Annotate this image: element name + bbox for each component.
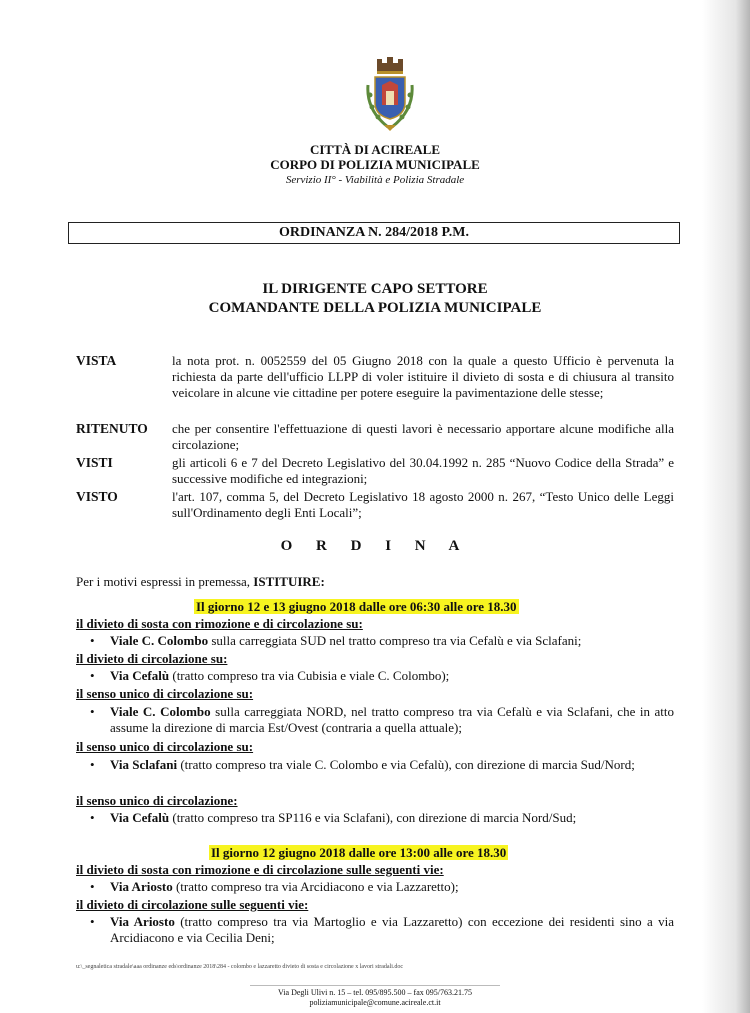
ordina-heading: O R D I N A bbox=[280, 538, 470, 554]
crown-icon bbox=[377, 57, 403, 74]
premise-label: VISTO bbox=[76, 489, 118, 504]
item-text: (tratto compreso tra via Arcidiacono e via Lazzaretto); bbox=[172, 879, 459, 894]
file-path-footnote: u:\_segnaletica stradale\aaa ordinanze eds\ordinanze 2018\284 - colombo e lazzaretto divieto di sosta e circolazione x lavori stradali.doc bbox=[76, 964, 404, 970]
intro-bold: ISTITUIRE: bbox=[253, 574, 325, 589]
bullet-icon: • bbox=[90, 914, 95, 929]
footer-address: Via Degli Ulivi n. 15 – tel. 095/895.500 – fax 095/763.21.75 bbox=[278, 988, 472, 997]
street-name: Via Cefalù bbox=[110, 668, 170, 683]
premise-label: RITENUTO bbox=[76, 421, 148, 436]
list-item bbox=[90, 810, 674, 826]
list-item bbox=[90, 668, 674, 684]
authority-line-1: IL DIRIGENTE CAPO SETTORE bbox=[262, 281, 488, 297]
street-name: Viale C. Colombo bbox=[110, 633, 209, 648]
street-name: Via Cefalù bbox=[110, 810, 170, 825]
bullet-icon: • bbox=[90, 633, 95, 648]
street-name: Via Ariosto bbox=[110, 879, 173, 894]
ordinance-title: ORDINANZA N. 284/2018 P.M. bbox=[68, 222, 680, 244]
intro-line bbox=[76, 574, 325, 590]
authority-line-2: COMANDANTE DELLA POLIZIA MUNICIPALE bbox=[208, 300, 542, 316]
footer-email: poliziamunicipale@comune.acireale.ct.it bbox=[309, 998, 441, 1007]
section-heading: il divieto di circolazione su: bbox=[76, 651, 228, 666]
bullet-icon: • bbox=[90, 668, 95, 683]
street-name: Via Ariosto bbox=[110, 914, 175, 929]
section-heading: il divieto di sosta con rimozione e di circolazione sulle seguenti vie: bbox=[76, 862, 444, 877]
period-2-highlight: Il giorno 12 giugno 2018 dalle ore 13:00 alle ore 18.30 bbox=[211, 845, 507, 860]
premise-text: che per consentire l'effettuazione di questi lavori è necessario apportare alcune modifiche alla circolazione; bbox=[172, 421, 674, 452]
list-item bbox=[90, 757, 674, 773]
item-text: (tratto compreso tra SP116 e via Sclafani), con direzione di marcia Nord/Sud; bbox=[169, 810, 577, 825]
item-text: (tratto compreso tra via Cubisia e viale C. Colombo); bbox=[169, 668, 450, 683]
premise-label: VISTI bbox=[76, 455, 113, 470]
item-text: (tratto compreso tra via Martoglio e via Lazzaretto) con eccezione dei residenti sino a via Arcidiacono e via Cecilia Deni; bbox=[110, 914, 674, 945]
premise-text: gli articoli 6 e 7 del Decreto Legislativo del 30.04.1992 n. 285 “Nuovo Codice della Strada” e successive modifiche ed integrazioni; bbox=[172, 455, 674, 486]
section-heading: il senso unico di circolazione: bbox=[76, 793, 238, 808]
street-name: Via Sclafani bbox=[110, 757, 178, 772]
item-text: sulla carreggiata SUD nel tratto compreso tra via Cefalù e via Sclafani; bbox=[208, 633, 582, 648]
street-name: Viale C. Colombo bbox=[110, 704, 211, 719]
premise-text: la nota prot. n. 0052559 del 05 Giugno 2018 con la quale a questo Ufficio è pervenuta la richiesta da parte dell'ufficio LLPP di voler istituire il divieto di sosta e di chiusura al transito veicolare in alcune vie cittadine per potere eseguire la pavimentazione delle stesse; bbox=[172, 353, 674, 400]
section-heading: il senso unico di circolazione su: bbox=[76, 686, 254, 701]
city-crest-emblem bbox=[362, 55, 418, 137]
section-heading: il senso unico di circolazione su: bbox=[76, 739, 254, 754]
bullet-icon: • bbox=[90, 879, 95, 894]
item-text: (tratto compreso tra viale C. Colombo e via Cefalù), con direzione di marcia Sud/Nord; bbox=[177, 757, 635, 772]
city-name: CITTÀ DI ACIREALE bbox=[309, 142, 441, 157]
list-item bbox=[90, 633, 674, 649]
bullet-icon: • bbox=[90, 704, 95, 719]
section-heading: il divieto di circolazione sulle seguenti vie: bbox=[76, 897, 309, 912]
bullet-icon: • bbox=[90, 757, 95, 772]
corps-name: CORPO DI POLIZIA MUNICIPALE bbox=[270, 157, 480, 172]
item-text: sulla carreggiata NORD, nel tratto compreso tra via Cefalù e via Sclafani, che in atto assume la direzione di marcia Est/Ovest (contraria a quella attuale); bbox=[110, 704, 674, 735]
intro-text: Per i motivi espressi in premessa, bbox=[76, 574, 254, 589]
bullet-icon: • bbox=[90, 810, 95, 825]
list-item bbox=[90, 914, 674, 946]
list-item bbox=[90, 704, 674, 736]
period-1-highlight: Il giorno 12 e 13 giugno 2018 dalle ore 06:30 alle ore 18.30 bbox=[196, 599, 517, 614]
list-item bbox=[90, 879, 674, 895]
premise-label: VISTA bbox=[76, 353, 117, 368]
footer-divider bbox=[250, 985, 500, 986]
premise-text: l'art. 107, comma 5, del Decreto Legislativo 18 agosto 2000 n. 267, “Testo Unico delle Leggi sull'Ordinamento degli Enti Locali”; bbox=[172, 489, 674, 520]
section-heading: il divieto di sosta con rimozione e di circolazione su: bbox=[76, 616, 363, 631]
service-name: Servizio II° - Viabilità e Polizia Stradale bbox=[285, 174, 465, 186]
